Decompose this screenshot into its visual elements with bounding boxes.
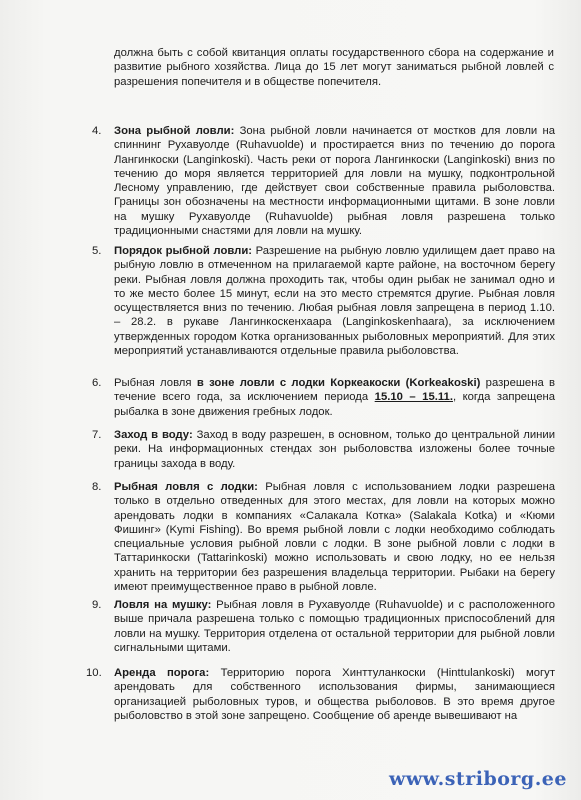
item-post: , когда запрещена рыбалка в зоне движения гребных лодок.	[114, 391, 556, 418]
rule-item-5	[92, 244, 562, 358]
item-text	[114, 124, 555, 238]
item-body: Зона рыбной ловли начинается от мостков для ловли на спиннинг Рухавуолде (Ruhavuolde) и простирается вниз по течению до порога Лангинкоски (Langinkoski). Часть реки от порога Лангинкоски (Langinkoski) вниз по течению до моря является территорией для ловли на мушку, подконтрольной Лесному управлению, где действует свои собственные правила рыболовства. Границы зон обозначены на местности информационными щитами. В зоне ловли на мушку Рухавуолде (Ruhavuolde) рыбная ловля разрешена только традиционными снастями для ловли на мушку.	[114, 125, 555, 238]
item-period: 15.10 – 15.11.	[374, 391, 453, 404]
item-number: 4.	[92, 125, 102, 137]
watermark-url: www.striborg.ee	[388, 768, 567, 790]
item-text	[114, 480, 555, 594]
item-number: 5.	[92, 245, 102, 257]
item-pre: Рыбная ловля	[114, 377, 192, 389]
item-number: 10.	[86, 667, 102, 679]
item-title: Заход в воду:	[114, 429, 193, 441]
rule-item-8	[92, 480, 562, 594]
item-body: Территорию порога Хинттуланкоски (Hinttulankoski) могут арендовать для собственного использования фирмы, занимающиеся организацией рыболовных туров, и общества рыболовов. В это время другое рыболовство в этой зоне запрещено. Сообщение об аренде вывешивают на	[114, 667, 556, 722]
item-body: Рыбная ловля с использованием лодки разрешена только в отдельно отведенных для этого местах, для ловли на которых можно арендовать лодки в компаниях «Салакала Котка» (Salakala Kotka) и «Кюми Фишинг» (Kymi Fishing). Во время рыбной ловли с лодки необходимо соблюдать специальные условия рыбной ловли с лодки. В зоне рыбной ловли с лодки в Таттаринкоски (Tattarinkoski) можно использовать и свою лодку, но ее нельзя хранить на территории без разрешения владельца территории. Рыбаки на берегу имеют преимущественное право в рыбной ловле.	[114, 481, 556, 594]
item-number: 9.	[92, 599, 102, 611]
item-body: Разрешение на рыбную ловлю удилищем дает право на рыбную ловлю в отмеченном на прилагаемой карте районе, на восточном берегу реки. Рыбная ловля должна проходить так, чтобы один рыбак не занимал одно и то же место более 15 минут, если на это место стремятся другие. Рыбная ловля осуществляется вниз по течению. Любая рыбная ловля запрещена в период 1.10. – 28.2. в рукаве Лангинкоскенхаара (Langinkoskenhaara), за исключением утвержденных городом Котка организованных рыболовных мероприятий. Для этих мероприятий устанавливаются отдельные правила рыболовства.	[114, 245, 555, 358]
item-title: Порядок рыбной ловли:	[114, 245, 253, 257]
item-number: 6.	[92, 377, 102, 389]
item-title: Рыбная ловля с лодки:	[114, 481, 258, 493]
item-text	[114, 598, 555, 655]
rule-item-7	[92, 428, 562, 471]
item-text	[114, 428, 555, 471]
rule-item-4	[92, 124, 562, 238]
item-title: Ловля на мушку:	[114, 599, 212, 611]
item-number: 7.	[92, 429, 102, 441]
item-number: 8.	[92, 481, 102, 493]
rule-item-6	[92, 376, 562, 419]
item-text	[114, 244, 555, 358]
item-title: Зона рыбной ловли:	[114, 125, 235, 137]
item-body: Рыбная ловля в Рухавуолде (Ruhavuolde) и с расположенного выше причала разрешена только с помощью традиционных приспособлений для ловли на мушку. Территория отделена от остальной территории для рыбной ловли сигнальными щитами.	[114, 599, 556, 654]
item-mid: разрешена в течение всего года, за исключением периода	[114, 377, 556, 404]
item-body: Заход в воду разрешен, в основном, только до центральной линии реки. На информационных стендах зон рыболовства изложены более точные границы захода в воду.	[114, 429, 556, 470]
rule-item-10	[86, 666, 562, 723]
item-text	[114, 376, 555, 419]
item-text	[114, 666, 555, 723]
rule-item-9	[92, 598, 562, 655]
intro-paragraph: должна быть с собой квитанция оплаты государственного сбора на содержание и развитие рыбного хозяйства. Лица до 15 лет могут заниматься рыбной ловлей с разрешения попечителя и в обществе попечителя.	[114, 47, 554, 88]
item-title: в зоне ловли с лодки Коркеакоски (Korkeakoski)	[196, 377, 481, 389]
item-title: Аренда порога:	[114, 667, 210, 679]
